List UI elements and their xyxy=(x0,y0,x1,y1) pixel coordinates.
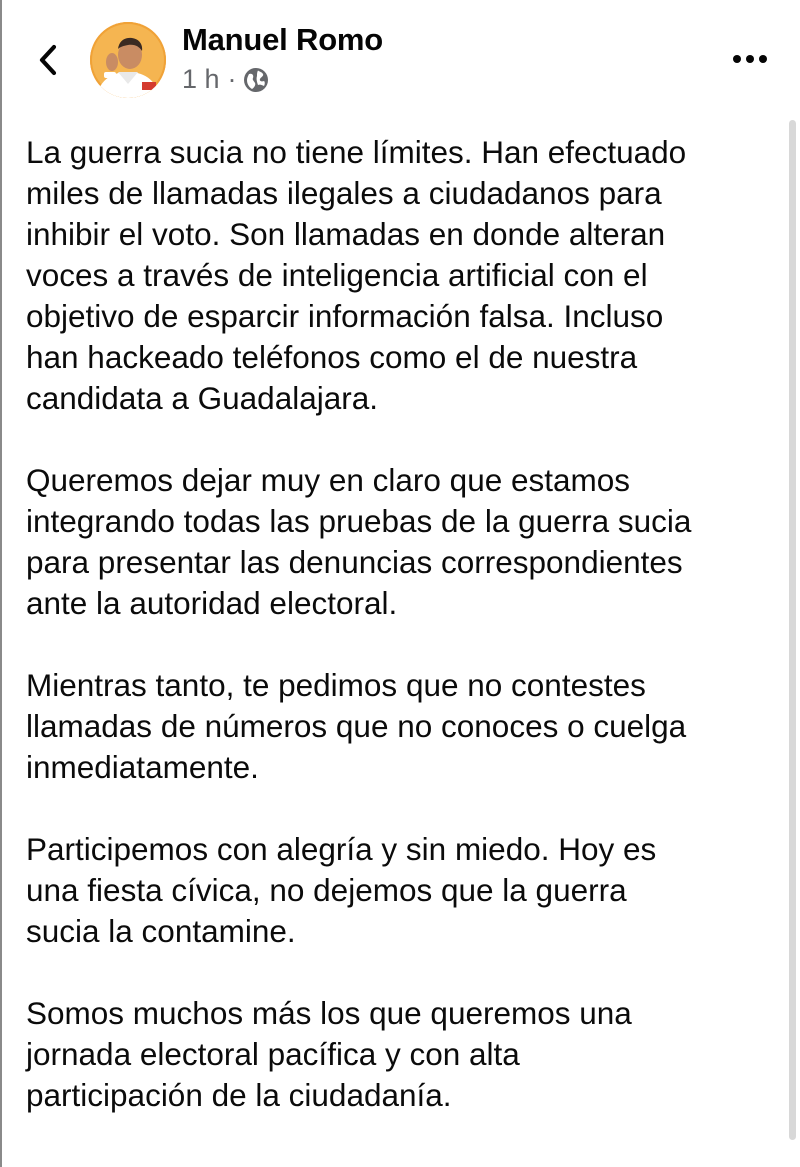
post-text-line: una fiesta cívica, no dejemos que la guerra xyxy=(26,872,627,908)
post-text-line: Queremos dejar muy en claro que estamos xyxy=(26,462,631,498)
post-text-line: candidata a Guadalajara. xyxy=(26,380,379,416)
post-paragraph xyxy=(26,829,776,952)
post-text-line: han hackeado teléfonos como el de nuestra xyxy=(26,339,638,375)
chevron-left-icon xyxy=(37,43,59,77)
author-name[interactable]: Manuel Romo xyxy=(182,22,384,57)
post-paragraph xyxy=(26,460,776,624)
post-text-line: Participemos con alegría y sin miedo. Hoy es xyxy=(26,831,657,867)
globe-icon xyxy=(243,67,269,93)
post-text-line: llamadas de números que no conoces o cuelga xyxy=(26,708,687,744)
post-text-line: participación de la ciudadanía. xyxy=(26,1077,452,1113)
post-text-line: jornada electoral pacífica y con alta xyxy=(26,1036,520,1072)
avatar-image xyxy=(90,22,166,98)
post-text-line: integrando todas las pruebas de la guerra sucia xyxy=(26,503,692,539)
post-text-line: Mientras tanto, te pedimos que no contestes xyxy=(26,667,646,703)
post-text-line: para presentar las denuncias correspondientes xyxy=(26,544,683,580)
avatar[interactable] xyxy=(90,22,166,98)
post-text-line: La guerra sucia no tiene límites. Han efectuado xyxy=(26,134,687,170)
post-meta xyxy=(182,64,269,95)
more-horizontal-icon xyxy=(732,54,768,64)
more-options-button[interactable] xyxy=(728,44,772,74)
post-text-line: objetivo de esparcir información falsa. Incluso xyxy=(26,298,664,334)
post-text-line: inhibir el voto. Son llamadas en donde alteran xyxy=(26,216,666,252)
post-paragraph xyxy=(26,993,776,1116)
post-paragraph xyxy=(26,132,776,419)
post-text-line: miles de llamadas ilegales a ciudadanos para xyxy=(26,175,662,211)
meta-separator: · xyxy=(227,64,237,94)
post-text-line: voces a través de inteligencia artificial con el xyxy=(26,257,648,293)
post-paragraph xyxy=(26,665,776,788)
back-button[interactable] xyxy=(30,38,66,82)
post-text-line: ante la autoridad electoral. xyxy=(26,585,398,621)
post-text-line: Somos muchos más los que queremos una xyxy=(26,995,632,1031)
post-text-line: inmediatamente. xyxy=(26,749,259,785)
post-time[interactable]: 1 h xyxy=(182,64,220,94)
post-text xyxy=(26,132,776,1157)
scrollbar[interactable] xyxy=(789,120,796,1140)
post-text-line: sucia la contamine. xyxy=(26,913,296,949)
post-header xyxy=(2,0,800,110)
